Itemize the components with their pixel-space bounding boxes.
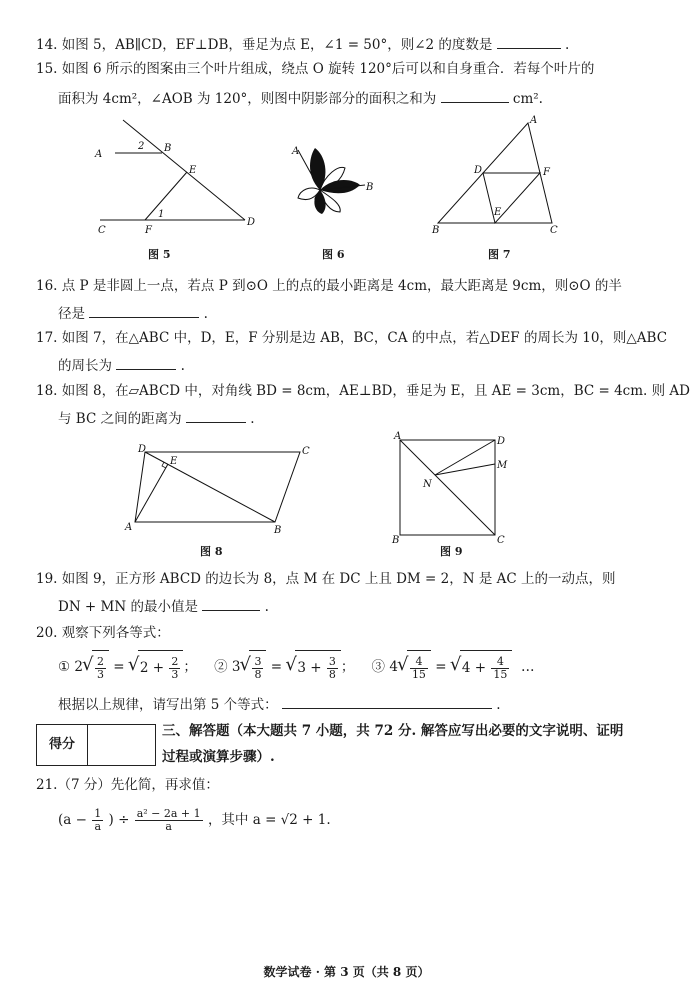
question-21-expression: (a − $\frac{1}{a}$ ) ÷ $\frac{\text{a² − 2a + 1}}{a}$ ，其中 a = √2 + 1. xyxy=(58,807,331,833)
answer-blank-20[interactable] xyxy=(282,694,492,709)
fig8-label-a: A xyxy=(125,522,133,533)
fig8-label-e: E xyxy=(170,456,178,467)
question-21-title: 21.（7 分）先化简，再求值： xyxy=(36,777,219,793)
equation-1: ① 2 √ $\frac{2}{3}$ = √ 2 + $\frac{2}{3}$ ； xyxy=(58,659,201,675)
fig5-label-angle2: 2 xyxy=(138,141,145,152)
question-18-line2: 与 BC 之间的距离为 . xyxy=(58,408,254,428)
answer-blank-14[interactable] xyxy=(497,34,561,49)
equation-2: ② 3 √ $\frac{3}{8}$ = √ 3 + $\frac{3}{8}$ ； xyxy=(214,659,359,675)
fig9-label-m: M xyxy=(497,460,508,471)
answer-blank-18[interactable] xyxy=(186,408,246,423)
fig8-label-d: D xyxy=(138,444,147,455)
fig9-label-n: N xyxy=(423,479,432,490)
answer-blank-19[interactable] xyxy=(202,596,260,611)
fig7-label-b: B xyxy=(432,225,440,236)
question-17-line1: 17. 如图 7，在△ABC 中，D，E，F 分别是边 AB，BC，CA 的中点，若△DEF 的周长为 10，则△ABC xyxy=(36,330,668,346)
score-label: 得分 xyxy=(37,725,88,765)
question-18-line1: 18. 如图 8，在▱ABCD 中，对角线 BD = 8cm，AE⊥BD，垂足为 E，且 AE = 3cm，BC = 4cm. 则 AD xyxy=(36,383,690,399)
fig5-label-e: E xyxy=(189,165,197,176)
fig5-label-d: D xyxy=(247,217,256,228)
answer-blank-15[interactable] xyxy=(441,88,509,103)
fig7-label-e: E xyxy=(494,207,502,218)
page-footer: 数学试卷 · 第 3 页（共 8 页） xyxy=(263,965,430,979)
fig5-label-f: F xyxy=(145,225,152,236)
question-15-line2: 面积为 4cm²，∠AOB 为 120°，则图中阴影部分的面积之和为 cm². xyxy=(58,88,543,108)
figure-8-caption: 图 8 xyxy=(200,545,223,558)
fig5-label-b: B xyxy=(164,143,172,154)
question-20-title: 20. 观察下列各等式： xyxy=(36,625,170,641)
figure-7 xyxy=(430,115,565,235)
figure-5-caption: 图 5 xyxy=(148,248,171,261)
question-16-line1: 16. 点 P 是非圆上一点，若点 P 到⊙O 上的点的最小距离是 4cm，最大距离是 9cm，则⊙O 的半 xyxy=(36,278,622,294)
fig7-label-d: D xyxy=(474,165,483,176)
equation-3: ③ 4 √ $\frac{4}{15}$ = √ 4 + $\frac{4}{15}$ … xyxy=(372,659,535,675)
fig9-label-c: C xyxy=(497,535,505,546)
fig7-label-f: F xyxy=(543,167,550,178)
fig9-label-d: D xyxy=(497,436,506,447)
figure-5 xyxy=(90,115,265,240)
fig9-label-a: A xyxy=(394,431,402,442)
question-15-line1: 15. 如图 6 所示的图案由三个叶片组成，绕点 O 旋转 120°后可以和自身重合．若每个叶片的 xyxy=(36,61,595,77)
figure-6-caption: 图 6 xyxy=(322,248,345,261)
fig5-label-a: A xyxy=(95,149,103,160)
fig5-label-angle1: 1 xyxy=(158,209,165,220)
answer-blank-16[interactable] xyxy=(89,303,199,318)
question-19-line1: 19. 如图 9，正方形 ABCD 的边长为 8，点 M 在 DC 上且 DM = 2，N 是 AC 上的一动点，则 xyxy=(36,571,616,587)
fig7-label-a: A xyxy=(530,115,538,126)
fig6-label-a: A xyxy=(292,146,300,157)
answer-blank-17[interactable] xyxy=(116,355,176,370)
score-box xyxy=(36,724,156,766)
figure-6 xyxy=(290,140,380,215)
figure-7-caption: 图 7 xyxy=(488,248,511,261)
figure-8 xyxy=(120,440,320,540)
question-16-line2: 径是 . xyxy=(58,303,208,323)
fig6-label-b: B xyxy=(366,182,374,193)
question-19-line2: DN + MN 的最小值是 . xyxy=(58,596,269,616)
question-14: 14. 如图 5，AB∥CD，EF⊥DB，垂足为点 E，∠1 = 50°，则∠2 的度数是 . xyxy=(36,34,569,54)
fig8-label-b: B xyxy=(274,525,282,536)
figure-9 xyxy=(390,430,510,545)
section-3-heading-line2: 过程或演算步骤）. xyxy=(162,749,275,765)
question-17-line2: 的周长为 . xyxy=(58,355,185,375)
figure-9-caption: 图 9 xyxy=(440,545,463,558)
fig9-label-b: B xyxy=(392,535,400,546)
fig5-label-c: C xyxy=(98,225,106,236)
section-3-heading-line1: 三、解答题（本大题共 7 小题，共 72 分. 解答应写出必要的文字说明、证明 xyxy=(162,723,624,739)
fig8-label-c: C xyxy=(302,446,310,457)
fig6-label-o: O xyxy=(314,194,323,205)
question-20-prompt: 根据以上规律，请写出第 5 个等式： . xyxy=(58,694,501,714)
fig7-label-c: C xyxy=(550,225,558,236)
question-20-equations xyxy=(58,650,534,684)
